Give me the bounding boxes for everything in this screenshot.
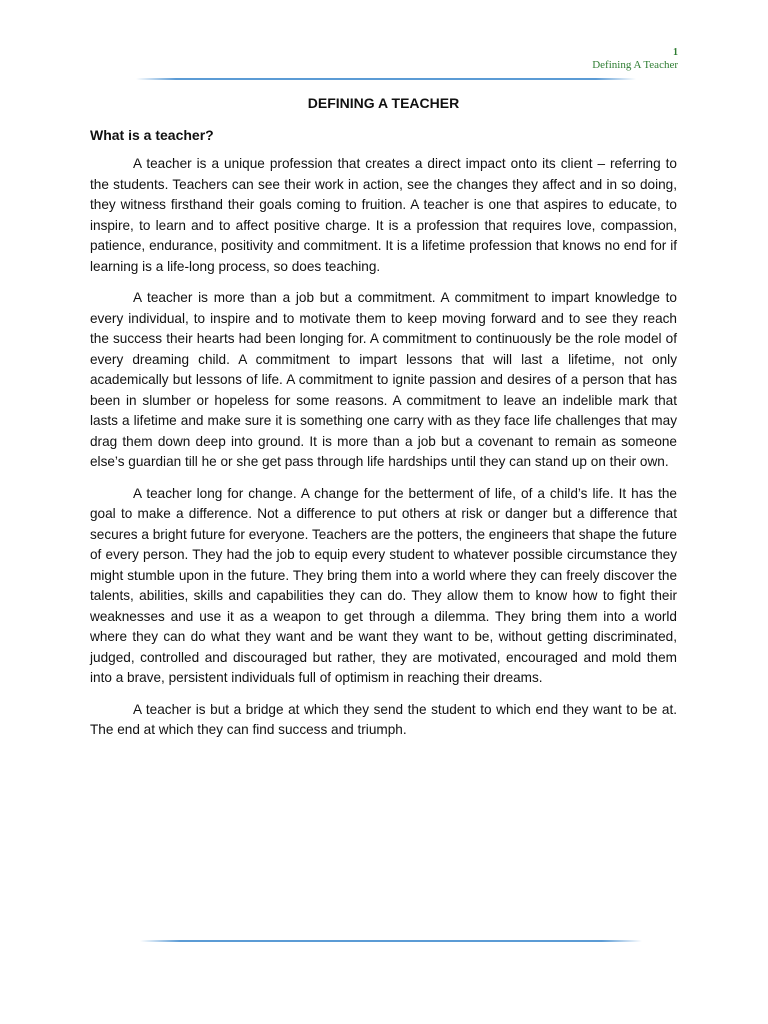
page-number: 1: [673, 47, 678, 58]
header-divider: [136, 78, 636, 80]
document-body: [90, 94, 677, 752]
paragraph-3: A teacher long for change. A change for the betterment of life, of a child’s life. It has the goal to make a difference. Not a difference to put others at risk or danger but a difference that secures a bright future for everyone. Teachers are the potters, the engineers that shape the future of every person. They had the job to equip every student to whatever possible circumstance they might stumble upon in the future. They bring them into a world where they can freely discover the talents, abilities, skills and capabilities they can do. They allow them to know how to fight their weaknesses and use it as a weapon to get through a dilemma. They bring them into a world where they can do what they want and be want they want to be, without getting discriminated, judged, controlled and discouraged but rather, they are motivated, encouraged and mold them into a brave, persistent individuals full of optimism in reaching their dreams.: [90, 485, 677, 685]
page-header: [592, 46, 678, 72]
document-title: DEFINING A TEACHER: [307, 95, 460, 111]
paragraph-4: A teacher is but a bridge at which they send the student to which end they want to be at. The end at which they can find success and triumph.: [90, 701, 677, 737]
paragraph-2: A teacher is more than a job but a commitment. A commitment to impart knowledge to every individual, to inspire and to motivate them to keep moving forward and to see they reach the success their hearts had been longing for. A commitment to continuously be the role model of every dreaming child. A commitment to impart lessons that will last a lifetime, not only academically but lessons of life. A commitment to ignite passion and desires of a person that has been in slumber or hopeless for some reasons. A commitment to leave an indelible mark that lasts a lifetime and make sure it is something one carry with as they face life challenges that may drag them down deep into ground. It is more than a job but a covenant to remain as someone else’s guardian till he or she get pass through life hardships until they can stand up on their own.: [90, 290, 677, 469]
footer-divider: [140, 940, 642, 942]
running-title: Defining A Teacher: [592, 59, 678, 71]
paragraph-1: A teacher is a unique profession that creates a direct impact onto its client – referring to the students. Teachers can see their work in action, see the changes they affect and in so doing, they witness firsthand their goals coming to fruition. A teacher is one that aspires to educate, to inspire, to learn and to affect positive charge. It is a profession that requires love, compassion, patience, endurance, positivity and commitment. It is a lifetime profession that knows no end for if learning is a life-long process, so does teaching.: [90, 156, 677, 274]
section-heading: What is a teacher?: [90, 127, 214, 143]
